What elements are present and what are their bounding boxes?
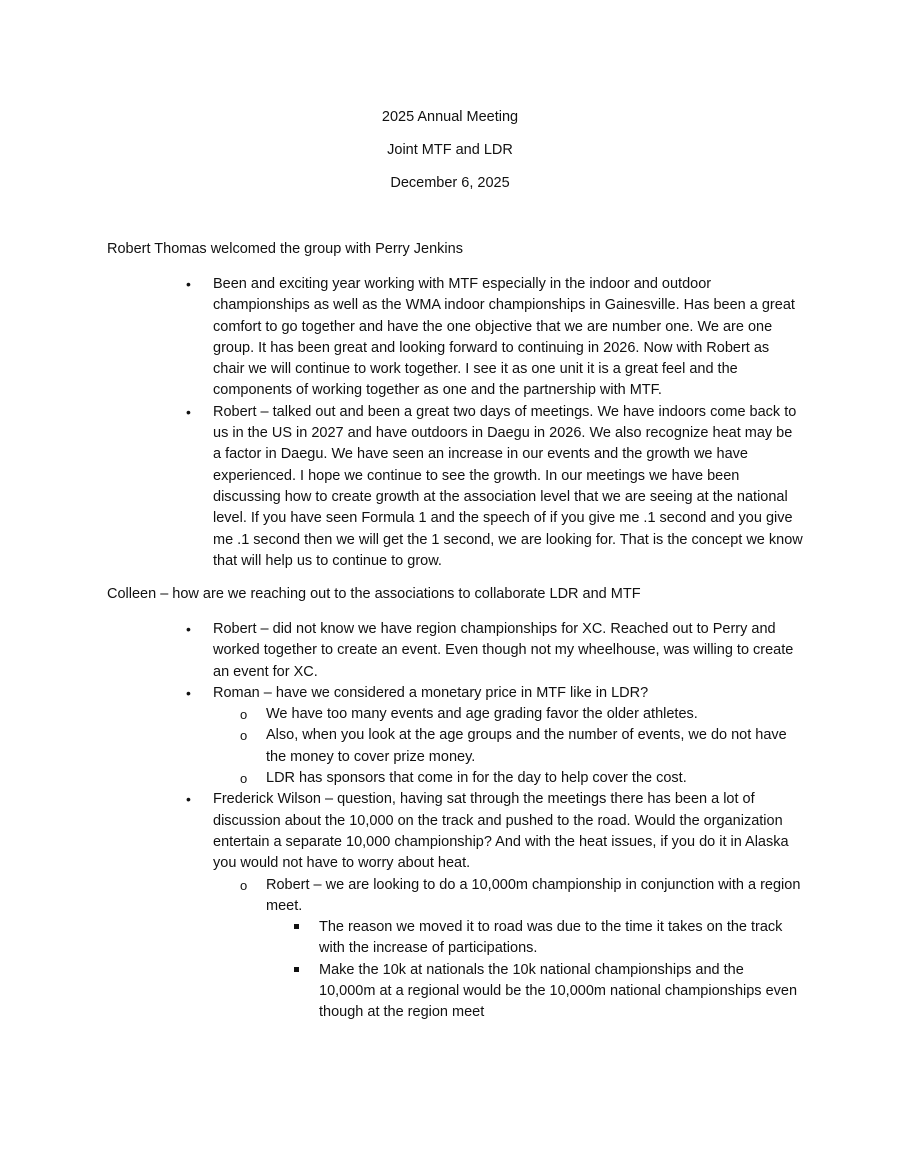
welcome-bullet-list (213, 274, 803, 572)
list-item-text: Frederick Wilson – question, having sat through the meetings there has been a lot of discussion about the 10,000 on the track and pushed to the road. Would the organization entertain a separate 10,000 championship? And with the heat issues, if you do it in Alaska you would not have to worry about heat. (213, 791, 789, 872)
sub-list-item: o We have too many events and age grading favor the older athletes. (266, 704, 803, 725)
sub-list-item: o LDR has sponsors that come in for the day to help cover the cost. (266, 768, 803, 789)
meeting-subtitle: Joint MTF and LDR (387, 142, 513, 158)
list-item: • Been and exciting year working with MTF especially in the indoor and outdoor championships as well as the WMA indoor championships in Gainesville. Has been a great comfort to go together and have the one objective that we are number one. We are one group. It has been great and looking forward to continuing in 2026. Now with Robert as chair we will continue to work together. I see it as one unit it is a great feel and the components of working together as one and the partnership with MTF. (213, 274, 803, 402)
discussion-bullet-list (213, 619, 803, 1024)
sub-list-item (266, 875, 803, 1024)
list-item (213, 683, 803, 789)
meeting-title: 2025 Annual Meeting (381, 109, 519, 125)
sub-list (213, 704, 803, 789)
intro-paragraph: Robert Thomas welcomed the group with Perry Jenkins (107, 241, 463, 257)
list-item-text: Roman – have we considered a monetary price in MTF like in LDR? (213, 684, 649, 701)
sub-list-item-text: Robert – we are looking to do a 10,000m championship in conjunction with a region meet. (266, 876, 801, 914)
list-item (213, 619, 803, 683)
question-paragraph: Colleen – how are we reaching out to the associations to collaborate LDR and MTF (107, 586, 641, 602)
list-item-text: Robert – did not know we have region championships for XC. Reached out to Perry and worked together to create an event. Even though not my wheelhouse, was willing to create an event for XC. (213, 621, 794, 680)
sub-list-item: o Also, when you look at the age groups and the number of events, we do not have the money to cover prize money. (266, 725, 803, 768)
list-item (213, 789, 803, 1023)
sub-sub-list (266, 917, 803, 1023)
list-item: • Robert – talked out and been a great two days of meetings. We have indoors come back to us in the US in 2027 and have outdoors in Daegu in 2026. We also recognize heat may be a factor in Daegu. We have seen an increase in our events and the growth we have experienced. I hope we continue to see the growth. In our meetings we have been discussing how to create growth at the association level that we are seeing at the national level. If you have seen Formula 1 and the speech of if you give me .1 second and you give me .1 second then we will get the 1 second, we are looking for. That is the concept we know that will help us to continue to grow. (213, 402, 803, 572)
meeting-date: December 6, 2025 (390, 175, 510, 191)
sub-sub-list-item: Make the 10k at nationals the 10k national championships and the 10,000m at a regional would be the 10,000m national championships even though at the region meet (319, 960, 803, 1024)
sub-sub-list-item: The reason we moved it to road was due to the time it takes on the track with the increase of participations. (319, 917, 803, 960)
sub-list (213, 875, 803, 1024)
